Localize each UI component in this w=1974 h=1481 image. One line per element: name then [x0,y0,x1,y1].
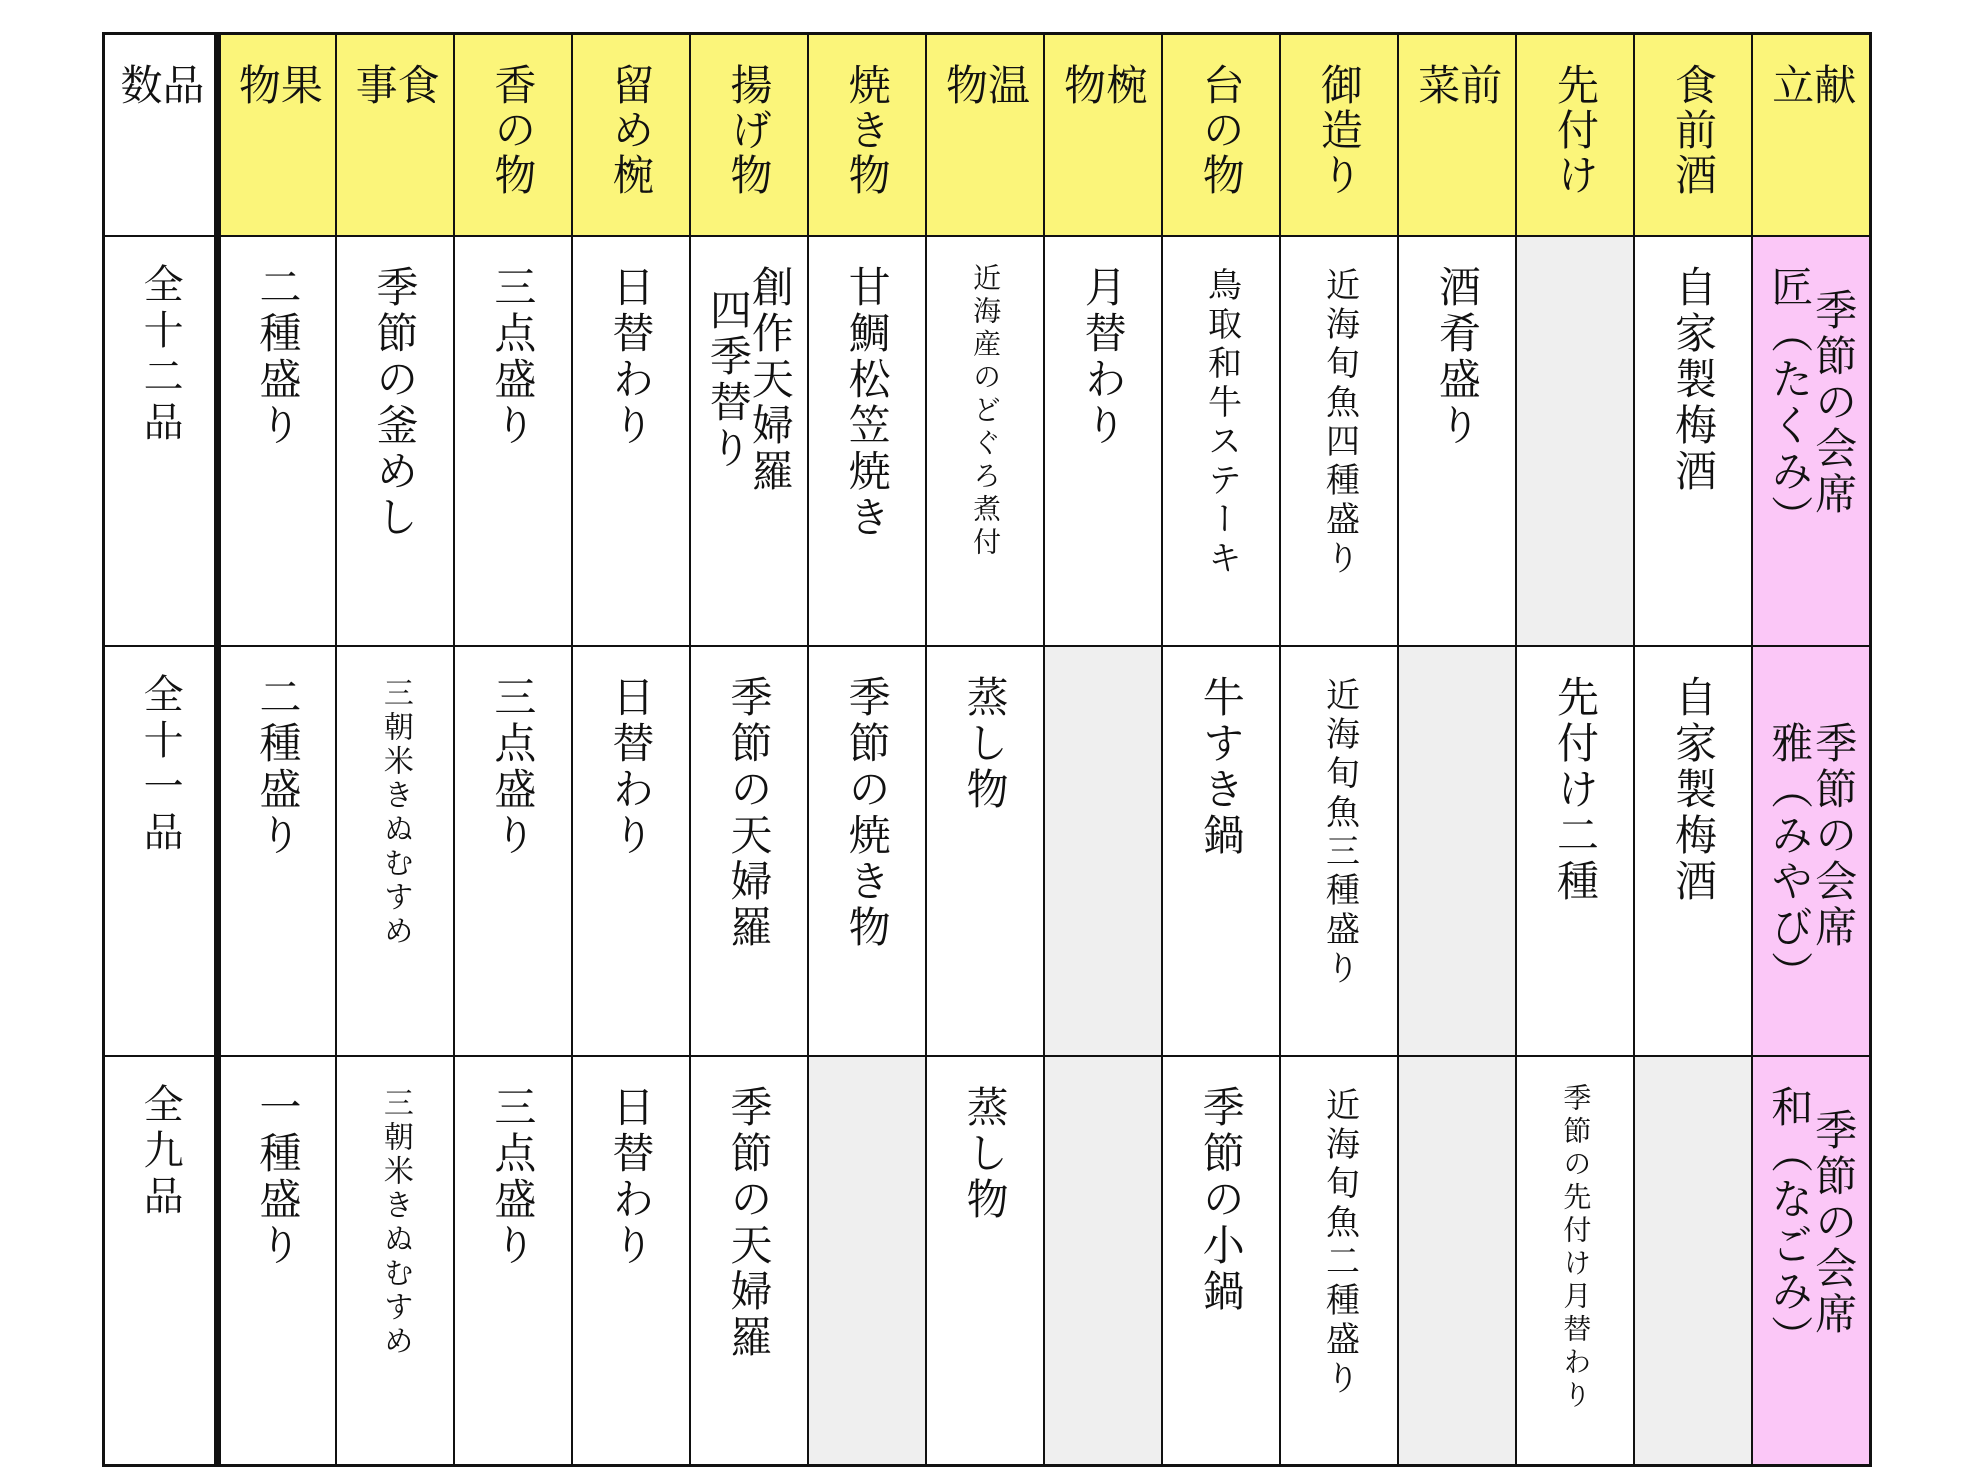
warm-text: 蒸し物 [960,674,1010,813]
meal-text: 三朝米きぬむすめ [377,676,413,949]
sashimi-cell [1280,646,1398,1056]
bowl-text: 月替わり [1078,264,1128,449]
header-meal-label: 食 事 [349,63,441,143]
pickles-text: 三点盛り [488,1084,538,1269]
sashimi-cell [1280,236,1398,646]
course-name-cell [1752,236,1870,646]
course-name: 季節の会席 和（なごみ） [1765,1084,1859,1361]
pickles-text: 三点盛り [488,264,538,449]
fruit-cell [218,1056,336,1466]
soup-text: 日替わり [606,264,656,449]
grilled-cell [808,236,926,646]
header-starter-label: 先付け [1550,63,1600,198]
starter-text: 季節の先付け月替わり [1559,1082,1593,1413]
count-label: 全十二品 [137,262,184,447]
meal-text: 三朝米きぬむすめ [377,1086,413,1359]
course-name: 季節の会席 雅（みやび） [1765,720,1859,997]
soup-text: 日替わり [606,1084,656,1269]
meal-text: 季節の釜めし [370,264,420,541]
header-starter [1516,34,1634,236]
fruit-cell [218,236,336,646]
header-menu [1752,34,1870,236]
pickles-cell [454,1056,572,1466]
header-platter [1162,34,1280,236]
header-platter-label: 台の物 [1196,63,1246,198]
fried-text: 季節の天婦羅 [724,1084,774,1361]
header-fruit [218,34,336,236]
course-name-cell [1752,646,1870,1056]
header-grilled-label: 焼き物 [842,63,892,198]
appetizer-cell [1398,646,1516,1056]
fried-cell [690,646,808,1056]
course-row-takumi [104,236,1871,646]
grilled-cell [808,646,926,1056]
bowl-cell [1044,236,1162,646]
kaiseki-menu-table [102,32,1872,1467]
header-appetizer-label: 前 菜 [1412,63,1504,143]
course-name-cell [1752,1056,1870,1466]
sashimi-text: 近海旬魚二種盛り [1319,1086,1360,1399]
count-cell [104,1056,218,1466]
header-soup [572,34,690,236]
warm-cell [926,236,1044,646]
header-count-label: 品 数 [114,63,206,143]
pickles-cell [454,646,572,1056]
meal-cell [336,646,454,1056]
header-meal [336,34,454,236]
appetizer-text: 酒肴盛り [1432,264,1482,449]
warm-cell [926,1056,1044,1466]
platter-cell [1162,646,1280,1056]
aperitif-cell [1634,236,1752,646]
header-fried-label: 揚げ物 [724,63,774,198]
header-aperitif [1634,34,1752,236]
header-sashimi [1280,34,1398,236]
fried-cell [690,1056,808,1466]
fried-text: 創作天婦羅 四季替り [703,264,795,495]
fruit-cell [218,646,336,1056]
header-appetizer [1398,34,1516,236]
count-cell [104,646,218,1056]
fruit-text: 二種盛り [253,674,303,859]
warm-text: 近海産のどぐろ煮付 [969,262,1003,560]
starter-cell [1516,236,1634,646]
sashimi-text: 近海旬魚三種盛り [1319,676,1360,989]
aperitif-cell [1634,1056,1752,1466]
header-pickles-label: 香の物 [488,63,538,198]
sashimi-text: 近海旬魚四種盛り [1319,266,1360,579]
aperitif-text: 自家製梅酒 [1669,264,1719,495]
meal-cell [336,236,454,646]
bowl-cell [1044,1056,1162,1466]
appetizer-cell [1398,1056,1516,1466]
aperitif-text: 自家製梅酒 [1669,674,1719,905]
fried-text: 季節の天婦羅 [724,674,774,951]
header-grilled [808,34,926,236]
platter-text: 牛すき鍋 [1196,674,1246,859]
header-pickles [454,34,572,236]
header-bowl [1044,34,1162,236]
soup-cell [572,236,690,646]
header-warm [926,34,1044,236]
starter-cell [1516,1056,1634,1466]
course-row-miyabi [104,646,1871,1056]
fried-cell [690,236,808,646]
pickles-cell [454,236,572,646]
header-bowl-label: 椀 物 [1058,63,1150,143]
meal-cell [336,1056,454,1466]
pickles-text: 三点盛り [488,674,538,859]
soup-text: 日替わり [606,674,656,859]
fruit-text: 一種盛り [253,1084,303,1269]
starter-cell [1516,646,1634,1056]
soup-cell [572,1056,690,1466]
header-row [104,34,1871,236]
header-menu-label: 献 立 [1766,63,1858,143]
soup-cell [572,646,690,1056]
warm-cell [926,646,1044,1056]
aperitif-cell [1634,646,1752,1056]
header-sashimi-label: 御造り [1314,63,1364,198]
fruit-text: 二種盛り [253,264,303,449]
grilled-text: 甘鯛松笠焼き [842,264,892,541]
platter-text: 鳥取和牛ステーキ [1201,266,1242,579]
header-soup-label: 留め椀 [606,63,656,198]
count-label: 全十一品 [137,672,184,857]
platter-cell [1162,1056,1280,1466]
count-cell [104,236,218,646]
header-aperitif-label: 食前酒 [1669,63,1719,198]
header-fruit-label: 果 物 [232,63,324,143]
starter-text: 先付け二種 [1550,674,1600,905]
header-count [104,34,218,236]
header-warm-label: 温 物 [939,63,1031,143]
bowl-cell [1044,646,1162,1056]
count-label: 全九品 [137,1082,184,1221]
warm-text: 蒸し物 [960,1084,1010,1223]
grilled-cell [808,1056,926,1466]
appetizer-cell [1398,236,1516,646]
header-fried [690,34,808,236]
course-name: 季節の会席 匠（たくみ） [1765,264,1859,541]
sashimi-cell [1280,1056,1398,1466]
course-row-nagomi [104,1056,1871,1466]
platter-text: 季節の小鍋 [1196,1084,1246,1315]
grilled-text: 季節の焼き物 [842,674,892,951]
platter-cell [1162,236,1280,646]
